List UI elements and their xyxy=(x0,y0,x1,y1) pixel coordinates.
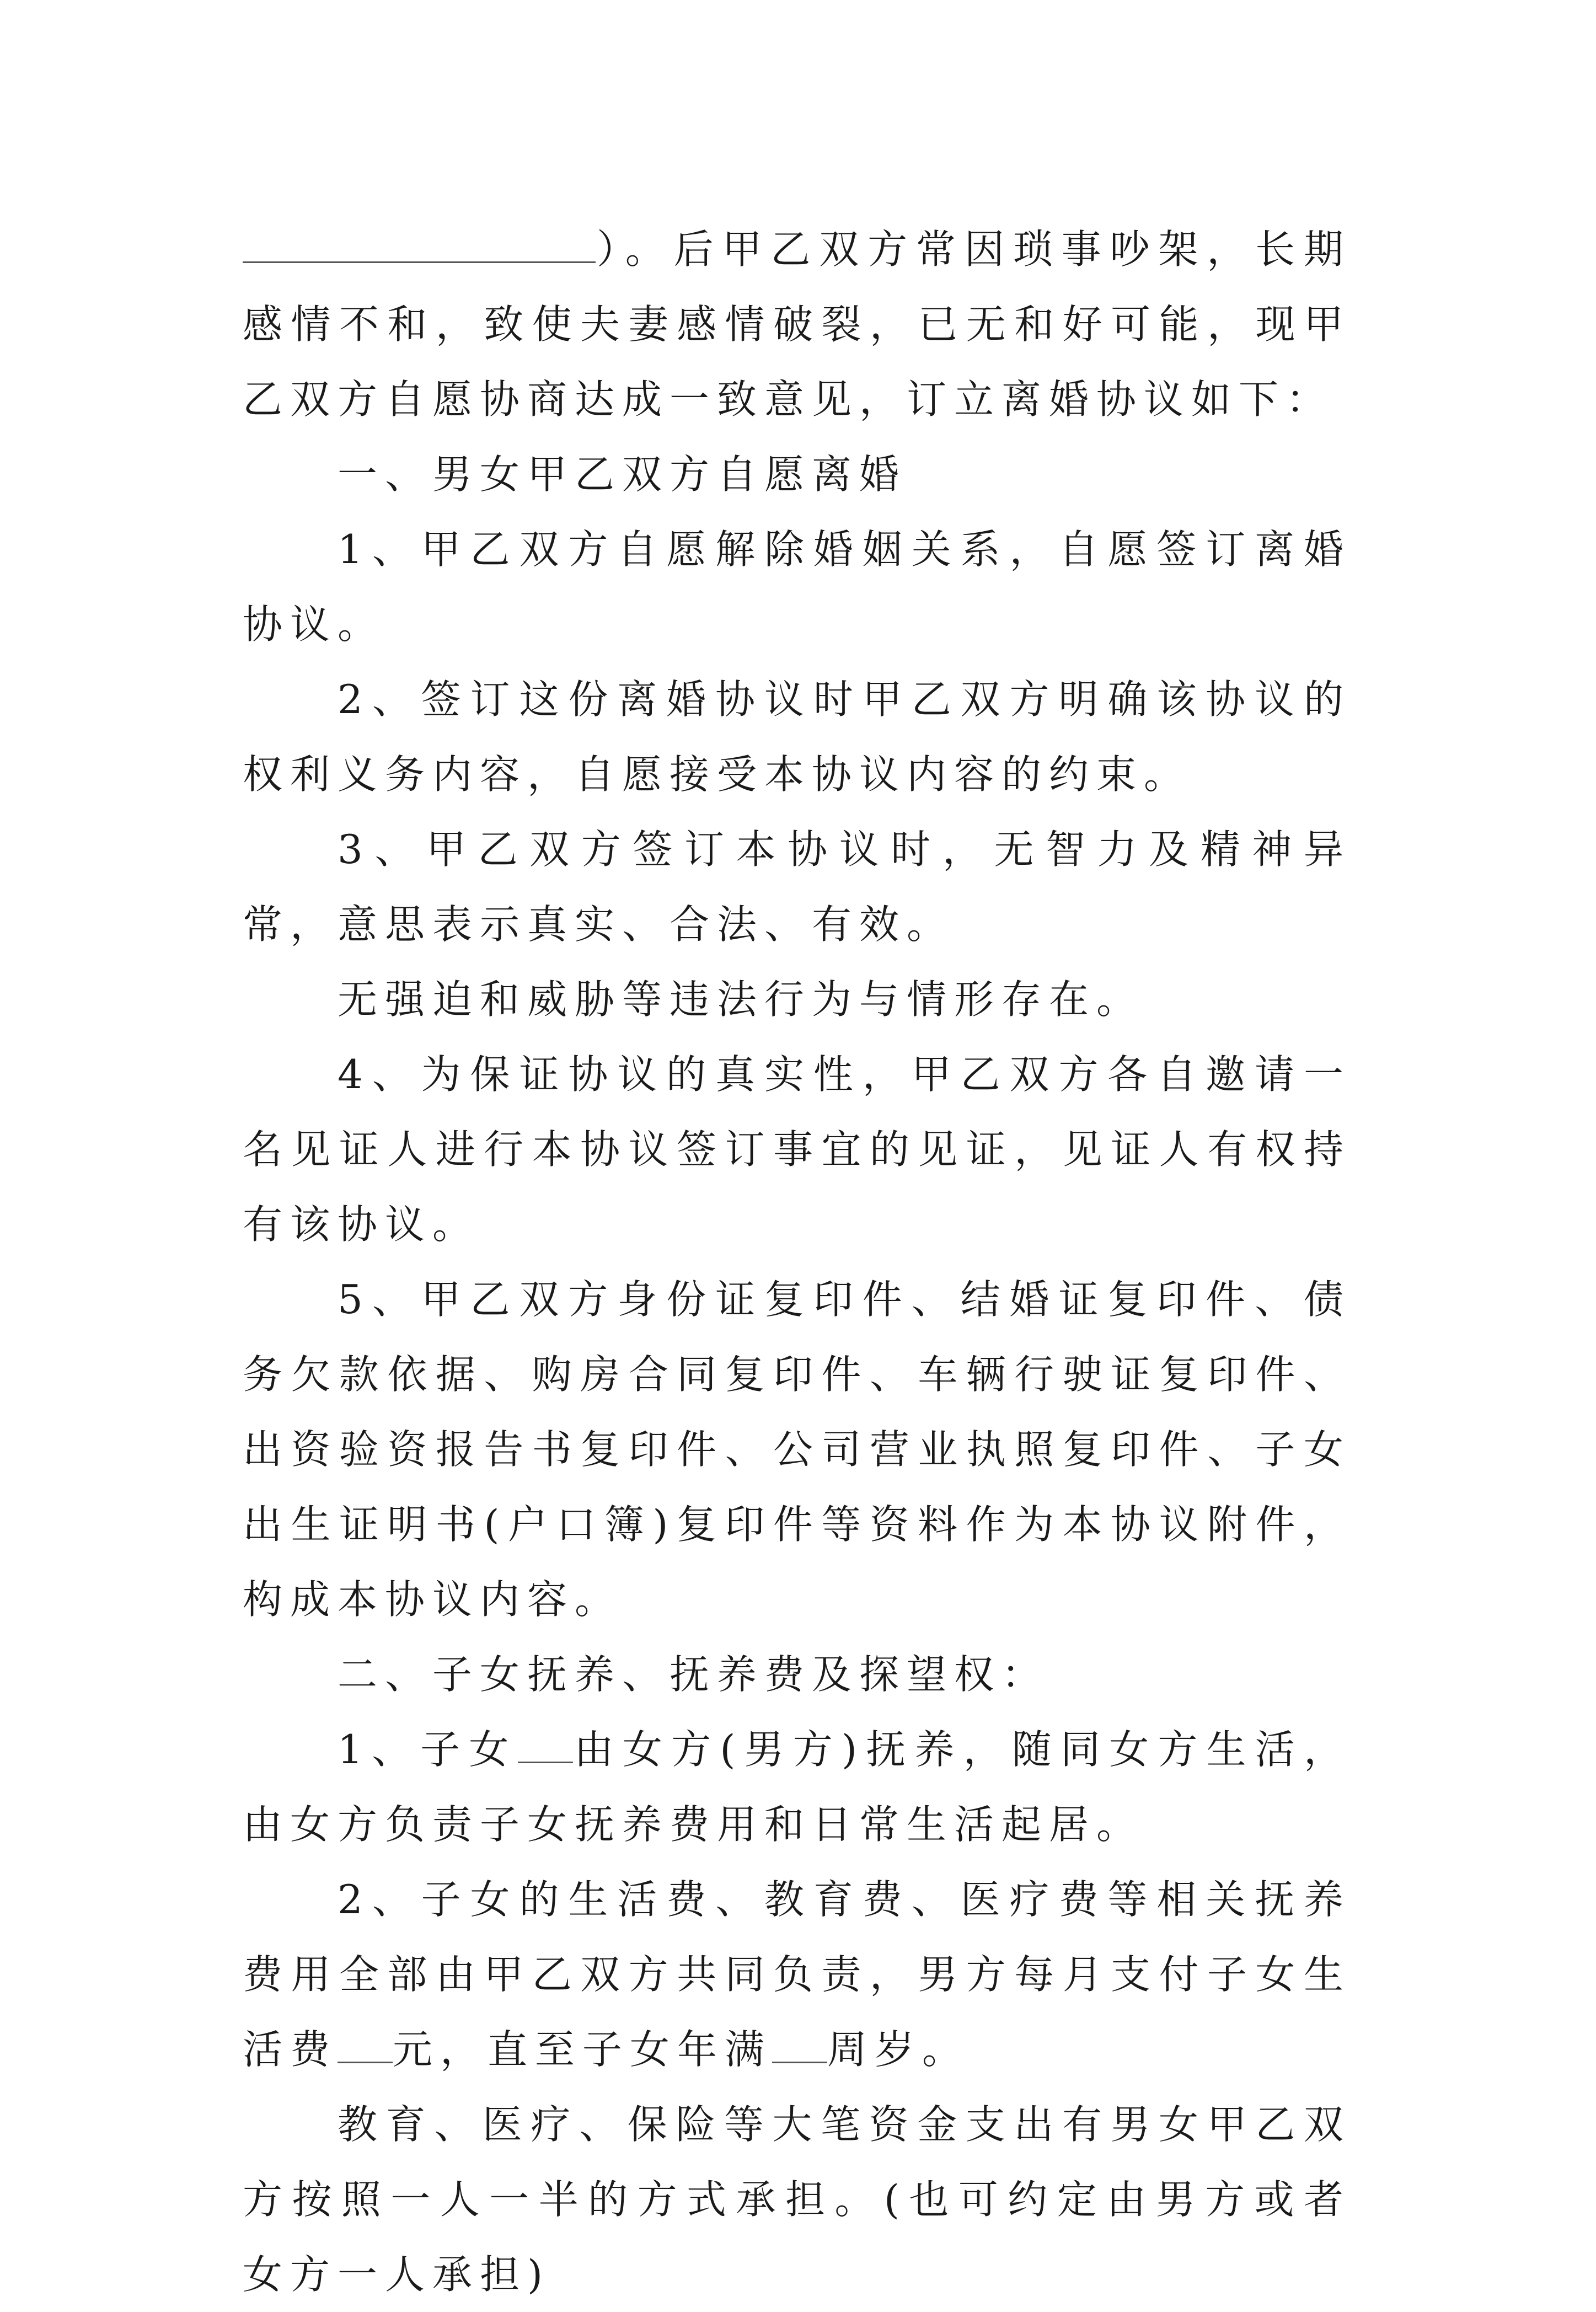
clause-1-3: 3、甲乙双方签订本协议时，无智力及精神异常，意思表示真实、合法、有效。 xyxy=(243,826,1351,948)
clause-2-2 xyxy=(243,1862,1351,2087)
document-body xyxy=(243,212,1351,2312)
clause-2-2-middle: 元，直至子女年满 xyxy=(393,2026,773,2073)
blank-field xyxy=(243,228,596,263)
clause-2-1-start: 1、子女 xyxy=(338,1726,518,1773)
clause-1-5: 5、甲乙双方身份证复印件、结婚证复印件、债务欠款依据、购房合同复印件、车辆行驶证复印件、出资验资报告书复印件、公司营业执照复印件、子女出生证明书(户口簿)复印件等资料作为本协议附件，构成本协议内容。 xyxy=(243,1276,1351,1623)
clause-2-2-end: 周岁。 xyxy=(827,2026,970,2073)
clause-1-3-continuation: 无强迫和威胁等违法行为与情形存在。 xyxy=(338,976,1144,1023)
clause-2-1-rest: 由女方(男方)抚养，随同女方生活，由女方负责子女抚养费用和日常生活起居。 xyxy=(243,1726,1351,1848)
clause-2-1 xyxy=(243,1712,1351,1862)
intro-paragraph xyxy=(243,212,1351,437)
clause-1-1: 1、甲乙双方自愿解除婚姻关系，自愿签订离婚协议。 xyxy=(243,526,1351,647)
clause-2-2-start: 2、子女的生活费、教育费、医疗费等相关抚养费用全部由甲乙双方共同负责，男方每月支付子女生活费 xyxy=(243,1876,1351,2073)
section-heading-2: 二、子女抚养、抚养费及探望权： xyxy=(338,1651,1049,1698)
section-heading-1: 一、男女甲乙双方自愿离婚 xyxy=(338,451,907,497)
blank-field xyxy=(772,2029,827,2063)
clause-1-4: 4、为保证协议的真实性，甲乙双方各自邀请一名见证人进行本协议签订事宜的见证，见证人有权持有该协议。 xyxy=(243,1051,1351,1248)
intro-text: ）。后甲乙双方常因琐事吵架，长期感情不和，致使夫妻感情破裂，已无和好可能，现甲乙双方自愿协商达成一致意见，订立离婚协议如下： xyxy=(243,226,1351,422)
clause-1-2: 2、签订这份离婚协议时甲乙双方明确该协议的权利义务内容，自愿接受本协议内容的约束。 xyxy=(243,676,1351,798)
clause-2-2-continuation: 教育、医疗、保险等大笔资金支出有男女甲乙双方按照一人一半的方式承担。(也可约定由男方或者女方一人承担) xyxy=(243,2101,1351,2298)
blank-field xyxy=(518,1728,573,1763)
blank-field xyxy=(338,2029,393,2063)
